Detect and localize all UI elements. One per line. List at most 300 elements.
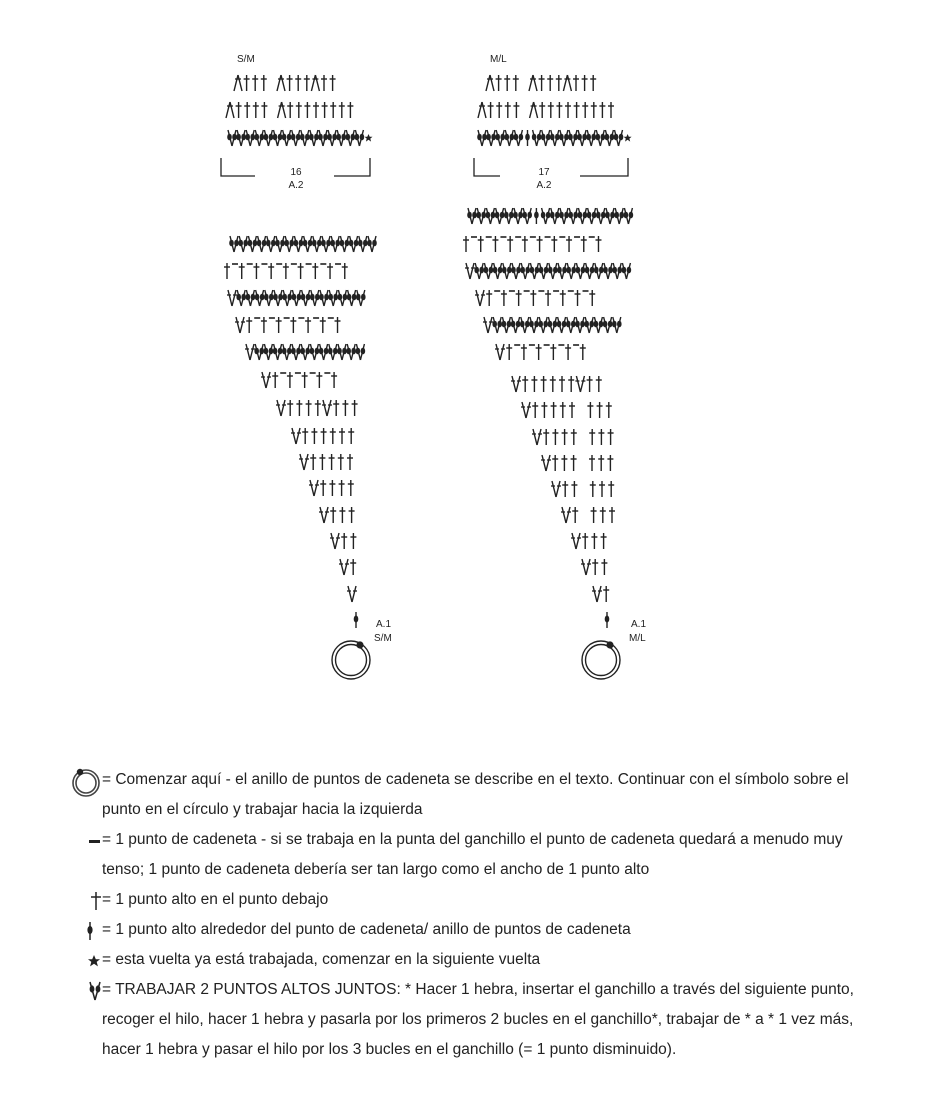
- dc2tog-stitch: [576, 263, 586, 279]
- dc-stitch: [597, 402, 603, 418]
- dc-chain-stitch: [261, 317, 275, 333]
- v-stitch: [475, 290, 485, 306]
- dc-stitch: [587, 376, 593, 392]
- dc-stitch: [591, 102, 597, 118]
- dc2tog-stitch: [550, 130, 560, 146]
- dc-stitch: [488, 102, 494, 118]
- dc2tog-stitch: [612, 317, 622, 333]
- dc-stitch: [306, 400, 312, 416]
- dc-chain-stitch: [463, 236, 477, 252]
- dc-around-chain-stitch: [605, 612, 610, 628]
- legend-item-chain: [64, 825, 884, 885]
- repeat-count-sm: 16: [290, 167, 302, 178]
- dc2tog-stitch: [492, 317, 502, 333]
- dc-stitch: [600, 507, 606, 523]
- dc2tog-stitch: [559, 130, 569, 146]
- dc-stitch: [304, 75, 310, 91]
- dc2tog-stitch: [245, 130, 255, 146]
- dc-stitch: [335, 317, 341, 333]
- dc2tog-stitch: [312, 236, 322, 252]
- dc-chain-stitch: [522, 236, 536, 252]
- dc2tog-stitch: [596, 130, 606, 146]
- dc-stitch: [304, 102, 310, 118]
- dc2tog-stitch: [584, 317, 594, 333]
- dc2tog-stitch: [511, 263, 521, 279]
- dc2tog-stitch: [358, 236, 368, 252]
- dc-stitch: [571, 429, 577, 445]
- start-ring-sm: [332, 641, 370, 679]
- dc-stitch: [244, 102, 250, 118]
- dc-chain-stitch: [312, 263, 326, 279]
- repeat-rows-ml: [477, 75, 631, 146]
- dc-stitch: [561, 455, 567, 471]
- dc2tog-stitch: [557, 317, 567, 333]
- a-stitch: [277, 75, 285, 91]
- dc2tog-stitch: [264, 344, 274, 360]
- dc2tog-stitch: [275, 236, 285, 252]
- dc2tog-stitch: [548, 263, 558, 279]
- dc-stitch: [331, 372, 337, 388]
- dc-stitch: [607, 455, 613, 471]
- dc2tog-stitch: [557, 263, 567, 279]
- dc2tog-stitch: [486, 130, 496, 146]
- legend-text: = 1 punto alto alrededor del punto de cadeneta/ anillo de puntos de cadeneta: [102, 921, 631, 938]
- dc2tog-stitch: [467, 208, 477, 224]
- repeat-bracket-ml: [474, 158, 628, 176]
- dc-chain-stitch: [516, 290, 530, 306]
- dc2tog-stitch: [309, 130, 319, 146]
- dc2tog-stitch: [294, 236, 304, 252]
- dc2tog-stitch: [474, 263, 484, 279]
- dc-stitch: [287, 102, 293, 118]
- v-stitch: [551, 481, 561, 497]
- dc2tog-stitch: [356, 290, 366, 306]
- dc2tog-stitch: [624, 208, 634, 224]
- dc-stitch: [296, 400, 302, 416]
- dc2tog-stitch: [541, 130, 551, 146]
- dc2tog-stitch: [337, 344, 347, 360]
- dc2tog-stitch: [310, 344, 320, 360]
- dc-chain-stitch: [521, 344, 535, 360]
- dc2tog-stitch: [346, 130, 356, 146]
- dc-stitch: [261, 75, 267, 91]
- dc-stitch: [596, 376, 602, 392]
- dc2tog-stitch: [282, 344, 292, 360]
- legend-text: = 1 punto alto en el punto debajo: [102, 891, 329, 908]
- legend: [64, 765, 884, 1065]
- a-stitch: [563, 75, 571, 91]
- dc-stitch: [496, 75, 502, 91]
- dc-stitch: [569, 402, 575, 418]
- repeat-rows-sm: [226, 75, 373, 146]
- dc2tog-stitch: [566, 263, 576, 279]
- dc-stitch: [347, 102, 353, 118]
- a-stitch: [311, 75, 319, 91]
- dc2tog-stitch: [603, 263, 613, 279]
- dc-stitch: [599, 481, 605, 497]
- dc-stitch: [574, 102, 580, 118]
- dc2tog-stitch: [505, 130, 515, 146]
- dc-stitch: [592, 559, 598, 575]
- dc2tog-stitch: [257, 236, 267, 252]
- triangle-chart-sm: [224, 236, 377, 628]
- dc-stitch: [252, 75, 258, 91]
- dc2tog-stitch: [246, 290, 256, 306]
- dc-stitch: [330, 75, 336, 91]
- dc-stitch: [329, 454, 335, 470]
- dc-stitch: [531, 376, 537, 392]
- a-stitch: [486, 75, 494, 91]
- ring-start-icon: [70, 767, 102, 799]
- dc-stitch: [319, 454, 325, 470]
- dc-stitch: [330, 428, 336, 444]
- dc2tog-stitch: [568, 130, 578, 146]
- double-crochet-icon: [84, 891, 104, 911]
- dc-chain-stitch: [492, 236, 506, 252]
- dc-stitch: [595, 236, 601, 252]
- dc2tog-stitch: [236, 290, 246, 306]
- start-label-ml-1: A.1: [631, 619, 647, 630]
- v-stitch: [276, 400, 286, 416]
- dc2tog-stitch: [541, 208, 551, 224]
- dc2tog-stitch: [575, 317, 585, 333]
- dc2tog-stitch: [548, 317, 558, 333]
- dc-stitch: [598, 455, 604, 471]
- double-crochet-around-chain-icon: [84, 921, 104, 941]
- dc-stitch: [311, 428, 317, 444]
- start-label-ml-2: M/L: [629, 633, 646, 644]
- a-stitch: [478, 102, 486, 118]
- dc2tog-stitch: [300, 344, 310, 360]
- dc2tog-stitch: [328, 344, 338, 360]
- start-label-sm-2: S/M: [374, 633, 392, 644]
- dc-chain-stitch: [545, 290, 559, 306]
- legend-item-dc2tog: [64, 975, 884, 1065]
- row-done-star-icon: [84, 951, 104, 971]
- dc2tog-stitch: [266, 236, 276, 252]
- dc-stitch: [532, 402, 538, 418]
- dc-stitch: [556, 102, 562, 118]
- dc-stitch: [333, 400, 339, 416]
- dc-around-chain-stitch: [534, 208, 539, 224]
- dc2tog-stitch: [622, 263, 632, 279]
- dc-stitch: [287, 400, 293, 416]
- dc-chain-stitch: [566, 236, 580, 252]
- dc-chain-stitch: [224, 263, 238, 279]
- dc2tog-stitch: [539, 263, 549, 279]
- dc-stitch: [315, 400, 321, 416]
- dc-chain-stitch: [302, 372, 316, 388]
- dc-stitch: [338, 454, 344, 470]
- dc-stitch: [261, 102, 267, 118]
- dc-chain-stitch: [506, 344, 520, 360]
- dc2tog-stitch: [346, 344, 356, 360]
- size-label-sm: S/M: [237, 54, 255, 65]
- dc2tog-stitch: [476, 208, 486, 224]
- dc-stitch: [320, 480, 326, 496]
- v-stitch: [561, 507, 571, 523]
- dc2tog-stitch: [585, 263, 595, 279]
- dc2tog-stitch: [586, 130, 596, 146]
- dc-chain-stitch: [550, 344, 564, 360]
- dc-stitch: [550, 376, 556, 392]
- dc2tog-stitch: [594, 317, 604, 333]
- dc-around-chain-stitch: [354, 612, 359, 628]
- dc2tog-stitch: [513, 208, 523, 224]
- dc2tog-stitch: [318, 130, 328, 146]
- v-stitch: [347, 586, 357, 602]
- v-stitch: [483, 317, 493, 333]
- dc-stitch: [321, 75, 327, 91]
- dc-stitch: [349, 507, 355, 523]
- dc-stitch: [522, 376, 528, 392]
- dc-chain-stitch: [575, 290, 589, 306]
- legend-item-dc-around-chain: [64, 915, 884, 945]
- dc-stitch: [287, 75, 293, 91]
- dc-stitch: [310, 454, 316, 470]
- dc-stitch: [342, 400, 348, 416]
- dc-stitch: [582, 75, 588, 91]
- dc-stitch: [591, 533, 597, 549]
- dc-chain-stitch: [327, 263, 341, 279]
- dc2tog-stitch: [530, 263, 540, 279]
- dc-stitch: [608, 481, 614, 497]
- dc2tog-stitch: [273, 130, 283, 146]
- v-stitch: [571, 533, 581, 549]
- dc-stitch: [551, 402, 557, 418]
- chain-stitch-icon: [84, 831, 104, 851]
- dc2tog-stitch: [502, 317, 512, 333]
- dc2tog-stitch: [291, 130, 301, 146]
- dc2tog-stitch: [356, 344, 366, 360]
- dc-stitch: [313, 102, 319, 118]
- dc-stitch: [589, 429, 595, 445]
- dc-stitch: [562, 481, 568, 497]
- dc-stitch: [572, 507, 578, 523]
- v-stitch: [235, 317, 245, 333]
- legend-text: = esta vuelta ya está trabajada, comenzar en la siguiente vuelta: [102, 951, 541, 968]
- dc2tog-stitch: [612, 263, 622, 279]
- dc2tog-stitch: [284, 236, 294, 252]
- dc2tog-stitch: [282, 290, 292, 306]
- dc2tog-stitch: [559, 208, 569, 224]
- repeat-label-ml: A.2: [536, 180, 552, 191]
- dc2tog-stitch: [355, 130, 365, 146]
- dc-stitch: [590, 75, 596, 91]
- dc2tog-stitch: [310, 290, 320, 306]
- row-done-star: [624, 134, 632, 142]
- dc-stitch: [236, 102, 242, 118]
- dc-chain-stitch: [320, 317, 334, 333]
- dc2tog-stitch: [328, 290, 338, 306]
- v-stitch: [521, 402, 531, 418]
- dc-stitch: [342, 263, 348, 279]
- dc-stitch: [552, 455, 558, 471]
- size-label-ml: M/L: [490, 54, 507, 65]
- dc-stitch: [556, 75, 562, 91]
- dc-stitch: [601, 533, 607, 549]
- dc-stitch: [341, 533, 347, 549]
- dc2tog-stitch: [596, 208, 606, 224]
- dc-stitch: [253, 102, 259, 118]
- dc-chain-stitch: [316, 372, 330, 388]
- dc-stitch: [608, 102, 614, 118]
- dc-chain-stitch: [486, 290, 500, 306]
- legend-text: = 1 punto de cadeneta - si se trabaja en la punta del ganchillo el punto de cadeneta quedará a menudo muy tenso; 1 punto de cadeneta debería ser tan largo como el ancho de 1 punto alto: [102, 831, 843, 878]
- dc-stitch: [573, 75, 579, 91]
- dc-chain-stitch: [283, 263, 297, 279]
- dc-stitch: [347, 454, 353, 470]
- a-stitch: [226, 102, 234, 118]
- dc2tog-stitch: [319, 344, 329, 360]
- dc2tog-stitch: [538, 317, 548, 333]
- dc2tog-stitch: [504, 208, 514, 224]
- dc2tog-stitch: [594, 263, 604, 279]
- dc2tog-stitch: [522, 208, 532, 224]
- dc-chain-stitch: [276, 317, 290, 333]
- dc-stitch: [571, 455, 577, 471]
- v-stitch: [339, 559, 349, 575]
- dc2tog-stitch: [303, 236, 313, 252]
- dc-stitch: [350, 533, 356, 549]
- dc2tog-stitch: [238, 236, 248, 252]
- dc-stitch: [580, 344, 586, 360]
- dc2tog-stitch: [227, 130, 237, 146]
- dc-chain-stitch: [501, 290, 515, 306]
- dc2tog-stitch: [236, 130, 246, 146]
- dc-stitch: [599, 102, 605, 118]
- start-ring-ml: [582, 641, 620, 679]
- dc-stitch: [330, 102, 336, 118]
- dc-chain-stitch: [268, 263, 282, 279]
- dc-stitch: [539, 102, 545, 118]
- dc2tog-stitch: [336, 130, 346, 146]
- dc2tog-stitch: [229, 236, 239, 252]
- dc2tog-stitch: [493, 263, 503, 279]
- dc-stitch: [552, 429, 558, 445]
- dc-stitch: [603, 586, 609, 602]
- dc2tog-stitch: [614, 130, 624, 146]
- dc-stitch: [296, 102, 302, 118]
- dc2tog-stitch: [587, 208, 597, 224]
- dc-stitch: [339, 507, 345, 523]
- v-stitch: [322, 400, 332, 416]
- legend-item-dc: [64, 885, 884, 915]
- dc-stitch: [568, 376, 574, 392]
- dc-stitch: [330, 507, 336, 523]
- dc2tog-icon: [84, 981, 104, 1001]
- dc-stitch: [339, 102, 345, 118]
- legend-item-start-ring: [64, 765, 884, 825]
- dc2tog-stitch: [319, 290, 329, 306]
- dc2tog-stitch: [349, 236, 359, 252]
- dc-stitch: [348, 428, 354, 444]
- dc-chain-stitch: [536, 344, 550, 360]
- dc-stitch: [350, 559, 356, 575]
- dc2tog-stitch: [577, 130, 587, 146]
- dc-stitch: [560, 402, 566, 418]
- legend-item-row-done: [64, 945, 884, 975]
- dc-stitch: [548, 102, 554, 118]
- dc-stitch: [562, 429, 568, 445]
- dc2tog-stitch: [511, 317, 521, 333]
- a-stitch: [530, 102, 538, 118]
- dc-chain-stitch: [565, 344, 579, 360]
- dc2tog-stitch: [578, 208, 588, 224]
- dc-stitch: [302, 428, 308, 444]
- dc2tog-stitch: [255, 290, 265, 306]
- v-stitch: [309, 480, 319, 496]
- dc-stitch: [591, 507, 597, 523]
- dc-chain-stitch: [551, 236, 565, 252]
- dc2tog-stitch: [347, 290, 357, 306]
- dc-stitch: [587, 402, 593, 418]
- dc2tog-stitch: [301, 290, 311, 306]
- dc2tog-stitch: [514, 130, 524, 146]
- dc-stitch: [590, 481, 596, 497]
- dc-stitch: [565, 102, 571, 118]
- dc-chain-stitch: [298, 263, 312, 279]
- v-stitch: [291, 428, 301, 444]
- v-stitch: [299, 454, 309, 470]
- dc-chain-stitch: [560, 290, 574, 306]
- dc2tog-stitch: [605, 208, 615, 224]
- dc2tog-stitch: [330, 236, 340, 252]
- triangle-chart-ml: [463, 208, 633, 628]
- dc2tog-stitch: [264, 130, 274, 146]
- dc-chain-stitch: [272, 372, 286, 388]
- dc-stitch: [606, 402, 612, 418]
- v-stitch: [532, 429, 542, 445]
- dc2tog-stitch: [273, 290, 283, 306]
- v-stitch: [319, 507, 329, 523]
- dc2tog-stitch: [273, 344, 283, 360]
- dc-stitch: [322, 102, 328, 118]
- dc2tog-stitch: [477, 130, 487, 146]
- legend-text: = Comenzar aquí - el anillo de puntos de cadeneta se describe en el texto. Continuar con el símbolo sobre el punto en el círculo y trabajar hacia la izquierda: [102, 771, 849, 818]
- v-stitch: [245, 344, 255, 360]
- dc-stitch: [513, 75, 519, 91]
- dc-stitch: [352, 400, 358, 416]
- dc-chain-stitch: [537, 236, 551, 252]
- v-stitch: [227, 290, 237, 306]
- dc-around-chain-stitch: [525, 130, 530, 146]
- dc2tog-stitch: [502, 263, 512, 279]
- dc-stitch: [589, 455, 595, 471]
- dc-chain-stitch: [478, 236, 492, 252]
- dc-stitch: [559, 376, 565, 392]
- v-stitch: [511, 376, 521, 392]
- v-stitch: [541, 455, 551, 471]
- dc2tog-stitch: [520, 317, 530, 333]
- dc-stitch: [244, 75, 250, 91]
- dc-stitch: [321, 428, 327, 444]
- dc2tog-stitch: [338, 290, 348, 306]
- repeat-label-sm: A.2: [288, 180, 304, 191]
- dc-stitch: [339, 428, 345, 444]
- dc-stitch: [504, 75, 510, 91]
- dc2tog-stitch: [264, 290, 274, 306]
- dc2tog-stitch: [495, 208, 505, 224]
- dc-chain-stitch: [253, 263, 267, 279]
- dc2tog-stitch: [254, 344, 264, 360]
- dc2tog-stitch: [291, 344, 301, 360]
- dc2tog-stitch: [292, 290, 302, 306]
- dc-stitch: [505, 102, 511, 118]
- dc-stitch: [541, 402, 547, 418]
- dc2tog-stitch: [614, 208, 624, 224]
- legend-text: = TRABAJAR 2 PUNTOS ALTOS JUNTOS: * Hacer 1 hebra, insertar el ganchillo a través del siguiente punto, recoger el hilo, hacer 1 hebra y pasarla por los primeros 2 bucles en el ganchillo*, trabajar de * a * 1 vez más, hacer 1 hebra y pasar el hilo por los 3 bucles en el ganchillo (= 1 punto disminuido).: [102, 981, 854, 1058]
